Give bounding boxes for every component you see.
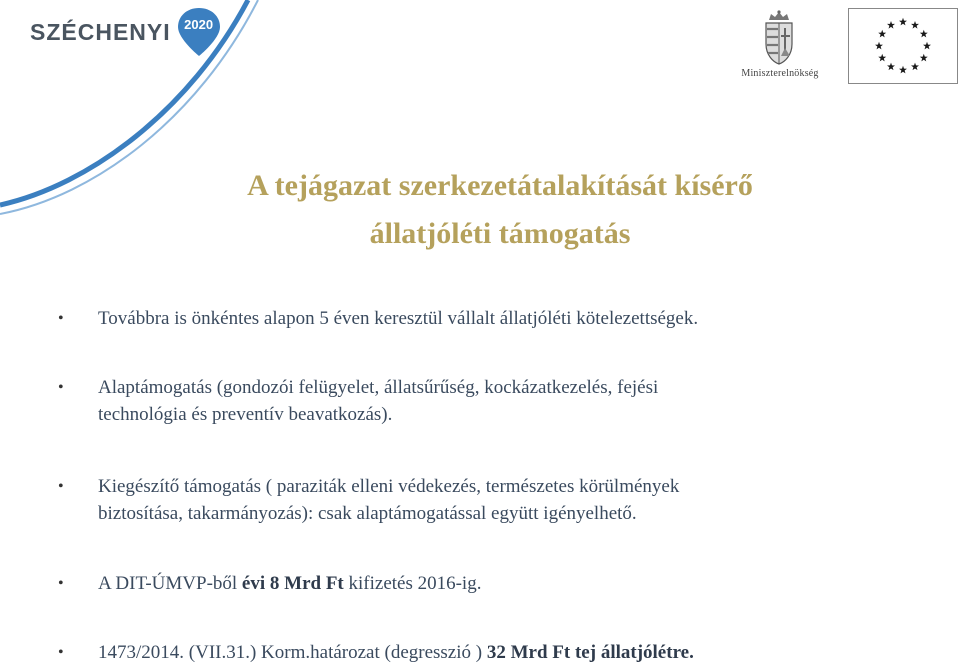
eu-star-icon <box>887 21 895 29</box>
bullet-line: Kiegészítő támogatás ( paraziták elleni védekezés, természetes körülmények <box>98 476 680 497</box>
coat-of-arms-icon <box>752 10 806 66</box>
eu-star-icon <box>899 66 907 74</box>
bullet-icon: • <box>58 310 64 327</box>
eu-star-icon <box>920 30 928 38</box>
bullet-text <box>98 639 938 666</box>
bullet-icon: • <box>58 478 64 495</box>
eu-star-icon <box>875 42 883 50</box>
slide-title <box>100 162 900 258</box>
bullet-line: biztosítása, takarmányozás): csak alaptámogatással együtt igényelhető. <box>98 503 637 524</box>
bullet-text <box>98 374 938 428</box>
bullet-icon: • <box>58 379 64 396</box>
bullet-line: Alaptámogatás (gondozói felügyelet, állatsűrűség, kockázatkezelés, fejési <box>98 377 659 398</box>
eu-star-icon <box>923 42 931 50</box>
bullet-text-bold: 32 Mrd Ft tej állatjólétre. <box>486 642 694 663</box>
map-pin-icon <box>174 6 224 58</box>
title-line-1: A tejágazat szerkezetátalakítását kísérő <box>247 169 753 202</box>
bullet-text <box>98 570 938 597</box>
eu-star-icon <box>911 21 919 29</box>
bullet-text-post: kifizetés 2016-ig. <box>343 573 482 594</box>
eu-star-icon <box>920 54 928 62</box>
title-line-2: állatjóléti támogatás <box>369 217 631 250</box>
eu-star-icon <box>878 54 886 62</box>
bullet-text-pre: A DIT-ÚMVP-ből <box>98 573 242 594</box>
ministry-label: Miniszterelnökség <box>741 68 819 79</box>
eu-star-icon <box>899 18 907 26</box>
eu-star-icon <box>878 30 886 38</box>
bullet-text-bold: évi 8 Mrd Ft <box>241 573 344 594</box>
bullet-text <box>98 473 938 527</box>
szechenyi-2020-logo <box>30 6 224 58</box>
bullet-line: technológia és preventív beavatkozás). <box>98 404 393 425</box>
bullet-text-pre: 1473/2014. (VII.31.) Korm.határozat (degresszió ) <box>98 642 487 663</box>
szechenyi-wordmark: SZÉCHENYI <box>30 18 171 45</box>
eu-star-icon <box>911 63 919 71</box>
bullet-icon: • <box>58 644 64 661</box>
eu-flag-icon <box>848 8 958 84</box>
bullet-text: Továbbra is önkéntes alapon 5 éven keresztül vállalt állatjóléti kötelezettségek. <box>98 308 699 329</box>
szechenyi-year: 2020 <box>184 17 214 32</box>
eu-star-icon <box>887 63 895 71</box>
bullet-icon: • <box>58 575 64 592</box>
